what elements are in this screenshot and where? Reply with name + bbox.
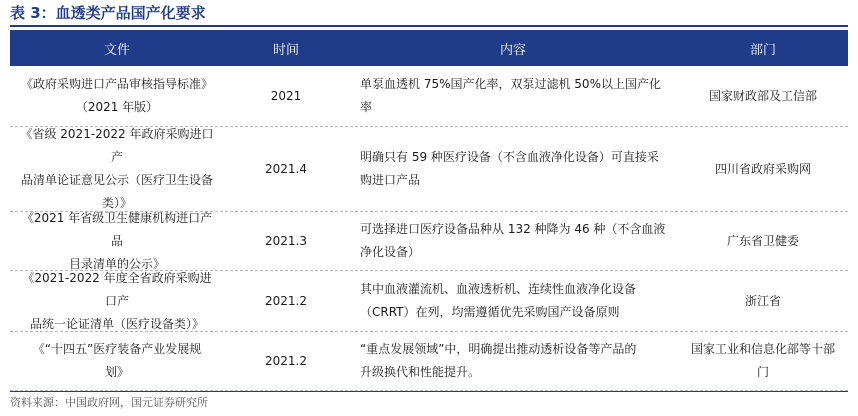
cell-file: 《“十四五”医疗装备产业发展规 划》 bbox=[32, 342, 202, 379]
cell-content: 单泵血透机 75%国产化率，双泵过滤机 50%以上国产化率 bbox=[360, 77, 661, 114]
cell-content: 明确只有 59 种医疗设备（不含血液净化设备）可直接采 购进口产品 bbox=[360, 150, 659, 187]
cell-file: 《省级 2021-2022 年政府采购进口产 品清单论证意见公示（医疗卫生设备 类）》 bbox=[20, 127, 214, 210]
cell-file: 《政府采购进口产品审核指导标准》 （2021 年版） bbox=[20, 77, 213, 114]
table-row bbox=[10, 271, 848, 332]
table-header bbox=[10, 30, 848, 66]
cell-content: 可选择进口医疗设备品种从 132 种降为 46 种（不含血液 净化设备） bbox=[360, 222, 666, 259]
header-file: 文件 bbox=[103, 42, 130, 58]
cell-time: 2021.3 bbox=[265, 233, 307, 248]
table-row bbox=[10, 212, 848, 271]
table-row bbox=[10, 127, 848, 212]
header-dept: 部门 bbox=[749, 42, 776, 58]
cell-dept: 广东省卫健委 bbox=[726, 233, 799, 248]
cell-time: 2021.2 bbox=[265, 353, 307, 368]
cell-file: 《2021-2022 年度全省政府采购进口产 品统一论证清单（医疗设备类）》 bbox=[22, 270, 212, 331]
table-row bbox=[10, 66, 848, 127]
cell-content: 其中血液灌流机、血液透析机、连续性血液净化设备 （CRRT）在列，均需遵循优先采购国产设备原则 bbox=[360, 282, 637, 319]
table-title: 表 3：血透类产品国产化要求 bbox=[10, 4, 206, 22]
header-time: 时间 bbox=[272, 42, 299, 58]
cell-file: 《2021 年省级卫生健康机构进口产品 目录清单的公示》 bbox=[21, 210, 213, 271]
cell-time: 2021.2 bbox=[265, 293, 307, 308]
cell-time: 2021 bbox=[270, 88, 302, 103]
source-note: 资料来源：中国政府网，国元证券研究所 bbox=[10, 396, 208, 409]
table-bottom-rule bbox=[10, 391, 848, 392]
cell-dept: 国家工业和信息化部等十部门 bbox=[690, 342, 835, 379]
table-row bbox=[10, 332, 848, 391]
title-divider bbox=[10, 25, 848, 27]
cell-dept: 浙江省 bbox=[744, 293, 781, 308]
cell-content: “重点发展领域”中，明确提出推动透析设备等产品的 升级换代和性能提升。 bbox=[360, 342, 637, 379]
header-content: 内容 bbox=[499, 42, 526, 58]
cell-time: 2021.4 bbox=[265, 161, 307, 176]
cell-dept: 国家财政部及工信部 bbox=[708, 88, 817, 103]
cell-dept: 四川省政府采购网 bbox=[714, 161, 811, 176]
